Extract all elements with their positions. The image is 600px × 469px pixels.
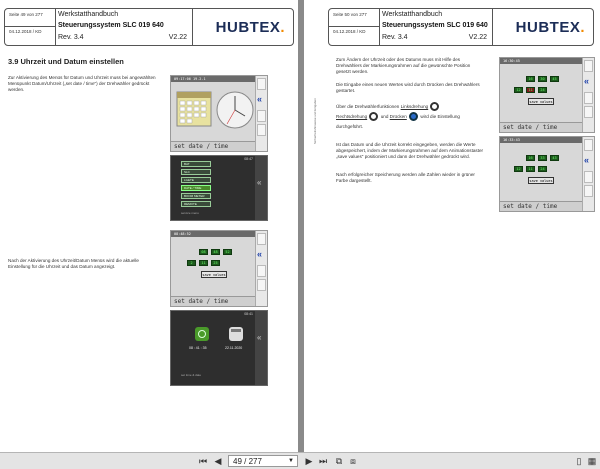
text: Über die Drehwählerfunktionen bbox=[336, 104, 400, 109]
grid-view-icon[interactable]: ▦ bbox=[587, 456, 597, 466]
time-display: 08 : 41 : 35 bbox=[189, 346, 207, 350]
date-display: 22.11.2020 bbox=[225, 346, 243, 350]
side-button[interactable] bbox=[584, 106, 593, 118]
second-cell[interactable]: 45 bbox=[550, 76, 559, 82]
side-button[interactable] bbox=[584, 60, 593, 72]
doc-type: Werkstatthandbuch bbox=[58, 11, 119, 18]
hour-cell[interactable]: 08 bbox=[199, 249, 208, 255]
section-title: 3.9 Uhrzeit und Datum einstellen bbox=[8, 57, 124, 66]
revision: Rev. 3.4 bbox=[58, 34, 84, 41]
page-50 bbox=[304, 0, 600, 452]
date-author-text: 04.12.2018 / KD bbox=[333, 29, 366, 34]
side-button[interactable] bbox=[257, 110, 266, 122]
side-button[interactable] bbox=[584, 139, 593, 151]
weekday-cell[interactable]: 12 bbox=[514, 166, 523, 172]
chevron-left-icon[interactable]: « bbox=[257, 94, 263, 104]
side-button[interactable] bbox=[257, 279, 266, 291]
doc-type: Werkstatthandbuch bbox=[382, 11, 443, 18]
menu-item[interactable]: BAT bbox=[181, 161, 211, 167]
paragraph: Nach erfolgreicher Speicherung werden alle Zahlen wieder in grüner Farbe dargestellt. bbox=[336, 172, 475, 183]
rotate-left-icon bbox=[430, 102, 439, 111]
page-number-value: 49 / 277 bbox=[233, 457, 262, 466]
date-author-text: 04.12.2018 / KD bbox=[9, 29, 42, 34]
last-page-icon[interactable]: ⏭ bbox=[318, 456, 328, 466]
side-button[interactable] bbox=[584, 92, 593, 104]
screen-footer-label: service menu bbox=[181, 211, 199, 215]
status-time: 16:33:43 bbox=[503, 138, 520, 142]
side-button[interactable] bbox=[584, 185, 593, 197]
status-time: 16:30:45 bbox=[503, 59, 520, 63]
weekday-cell[interactable]: 2 bbox=[187, 260, 196, 266]
screenshot-time-date-dark bbox=[170, 310, 268, 386]
paragraph: Nach der Aktivierung des Uhrzeit/Datum Menüs wird die aktuelle Einstellung für die Uhrzeit und das Datum angezeigt. bbox=[8, 258, 139, 269]
status-time: 08:41 bbox=[244, 312, 253, 316]
save-values-button[interactable]: save values bbox=[202, 273, 226, 277]
screen-footer-label: set date / time bbox=[503, 203, 558, 210]
chevron-left-icon[interactable]: « bbox=[584, 76, 590, 86]
hubtex-logo: HUBTEX. bbox=[215, 19, 285, 36]
save-values-button[interactable]: save values bbox=[529, 100, 553, 104]
hubtex-logo: HUBTEX. bbox=[515, 19, 585, 36]
page-number-text: Seite 50 von 277 bbox=[333, 12, 367, 17]
paragraph: Die Eingabe eines neuen Wertes wird durch Drücken des Drehwählers gestartet. bbox=[336, 82, 480, 93]
version: V2.22 bbox=[468, 34, 487, 41]
hour-cell[interactable]: 16 bbox=[526, 76, 535, 82]
paragraph-controls bbox=[336, 102, 486, 132]
text: wird die Einstellung durchgeführt. bbox=[336, 114, 460, 129]
text-right-rotation: Rechtsdrehung bbox=[336, 114, 368, 119]
side-button[interactable] bbox=[257, 233, 266, 245]
page-header bbox=[4, 8, 294, 46]
pdf-toolbar bbox=[0, 452, 600, 469]
chevron-left-icon[interactable]: « bbox=[257, 333, 262, 342]
calendar-icon[interactable] bbox=[229, 327, 243, 341]
menu-item[interactable]: LGETE bbox=[181, 177, 211, 183]
chevron-left-icon[interactable]: « bbox=[584, 155, 590, 165]
revision: Rev. 3.4 bbox=[382, 34, 408, 41]
two-page-view-icon[interactable]: ⧈ bbox=[350, 456, 356, 466]
second-cell[interactable]: 52 bbox=[223, 249, 232, 255]
day-cell[interactable]: 11 bbox=[199, 260, 208, 266]
month-cell[interactable]: 24 bbox=[538, 87, 547, 93]
calendar-clock-graphic bbox=[175, 86, 255, 138]
side-panel bbox=[255, 156, 267, 220]
day-cell-editing[interactable]: 11 bbox=[526, 87, 535, 93]
doc-title: Steuerungssystem SLC 019 640 bbox=[382, 22, 488, 29]
minute-cell[interactable]: 33 bbox=[538, 155, 547, 161]
side-button[interactable] bbox=[257, 265, 266, 277]
single-page-view-icon[interactable]: ▯ bbox=[576, 456, 582, 466]
header-divider bbox=[492, 9, 493, 45]
status-time: 08:47 bbox=[244, 157, 253, 161]
header-divider bbox=[192, 9, 193, 45]
month-cell[interactable]: 24 bbox=[538, 166, 547, 172]
save-values-button[interactable]: save values bbox=[529, 179, 553, 183]
text-press: Drücken bbox=[389, 114, 407, 119]
header-divider bbox=[379, 9, 380, 45]
doc-title: Steuerungssystem SLC 019 640 bbox=[58, 22, 164, 29]
weekday-cell[interactable]: 12 bbox=[514, 87, 523, 93]
previous-page-icon[interactable]: ◀ bbox=[214, 456, 222, 466]
rotate-view-icon[interactable]: ⧉ bbox=[335, 456, 343, 466]
chevron-down-icon[interactable]: ▼ bbox=[288, 458, 294, 464]
screen-footer-label: set date / time bbox=[174, 298, 229, 305]
side-button[interactable] bbox=[584, 171, 593, 183]
month-cell[interactable]: 25 bbox=[211, 260, 220, 266]
next-page-icon[interactable]: ▶ bbox=[305, 456, 313, 466]
text-left-rotation: Linksdrehung bbox=[400, 104, 429, 109]
screenshot-date-time-saved bbox=[499, 136, 595, 212]
screenshot-calendar-clock bbox=[170, 75, 268, 152]
day-cell[interactable]: 11 bbox=[526, 166, 535, 172]
first-page-icon[interactable]: ⏮ bbox=[198, 456, 208, 466]
chevron-left-icon[interactable]: « bbox=[257, 249, 263, 259]
side-panel bbox=[582, 58, 594, 132]
clock-icon[interactable] bbox=[195, 327, 209, 341]
screen-footer-label: set date / time bbox=[174, 143, 229, 150]
screen-footer-label: set time & date bbox=[181, 373, 202, 377]
screenshot-date-time-values bbox=[170, 230, 268, 307]
header-divider bbox=[5, 26, 55, 27]
side-button[interactable] bbox=[257, 124, 266, 136]
paragraph: Zum Ändern der Uhrzeit oder des Datums muss mit Hilfe des Drehwählers der Markierungsrahmen auf die gewünschte Position gesetzt werden. bbox=[336, 57, 471, 74]
status-time: 09:17:06 19.2.1 bbox=[174, 77, 206, 81]
side-panel bbox=[255, 76, 267, 151]
header-divider bbox=[55, 9, 56, 45]
screen-footer-label: set date / time bbox=[503, 124, 558, 131]
text: und bbox=[380, 114, 389, 119]
screenshot-service-menu bbox=[170, 155, 268, 221]
page-number-input[interactable] bbox=[228, 455, 298, 467]
screenshot-date-time-edit bbox=[499, 57, 595, 133]
menu-item[interactable]: REMOTE bbox=[181, 201, 211, 207]
second-cell[interactable]: 43 bbox=[550, 155, 559, 161]
page-49 bbox=[0, 0, 298, 452]
side-panel bbox=[582, 137, 594, 211]
chevron-left-icon[interactable]: « bbox=[257, 178, 262, 187]
side-button[interactable] bbox=[257, 78, 266, 90]
page-number-text: Seite 49 von 277 bbox=[9, 12, 43, 17]
menu-item-date-time[interactable]: DATE / TIME bbox=[181, 185, 211, 191]
menu-item[interactable]: SLC bbox=[181, 169, 211, 175]
side-panel bbox=[255, 311, 267, 385]
menu-item[interactable]: BOOM METER bbox=[181, 193, 211, 199]
minute-cell[interactable]: 30 bbox=[538, 76, 547, 82]
press-icon bbox=[409, 112, 418, 121]
page-header bbox=[328, 8, 594, 46]
hour-cell[interactable]: 16 bbox=[526, 155, 535, 161]
version: V2.22 bbox=[168, 34, 187, 41]
minute-cell[interactable]: 48 bbox=[211, 249, 220, 255]
paragraph: Ist das Datum und die Uhrzeit korrekt eingegeben, werden die Werte abgespeichert, indem der Markierungsrahmen auf dem Animationstaster „save values" positioniert und dann der Drehwähler gedrückt wird. bbox=[336, 142, 484, 159]
paragraph: Zur Aktivierung des Menüs für Datum und Uhrzeit muss bei angewählten Menüpunkt Datum/Uhrzeit („set date / time") der Drehwähler gedrückt werden. bbox=[8, 75, 156, 92]
rotate-right-icon bbox=[369, 112, 378, 121]
side-note: Sicherheitshinweise und Eingaben bbox=[313, 98, 317, 144]
header-divider bbox=[329, 26, 379, 27]
side-panel bbox=[255, 231, 267, 306]
status-time: 08:48:52 bbox=[174, 232, 191, 236]
